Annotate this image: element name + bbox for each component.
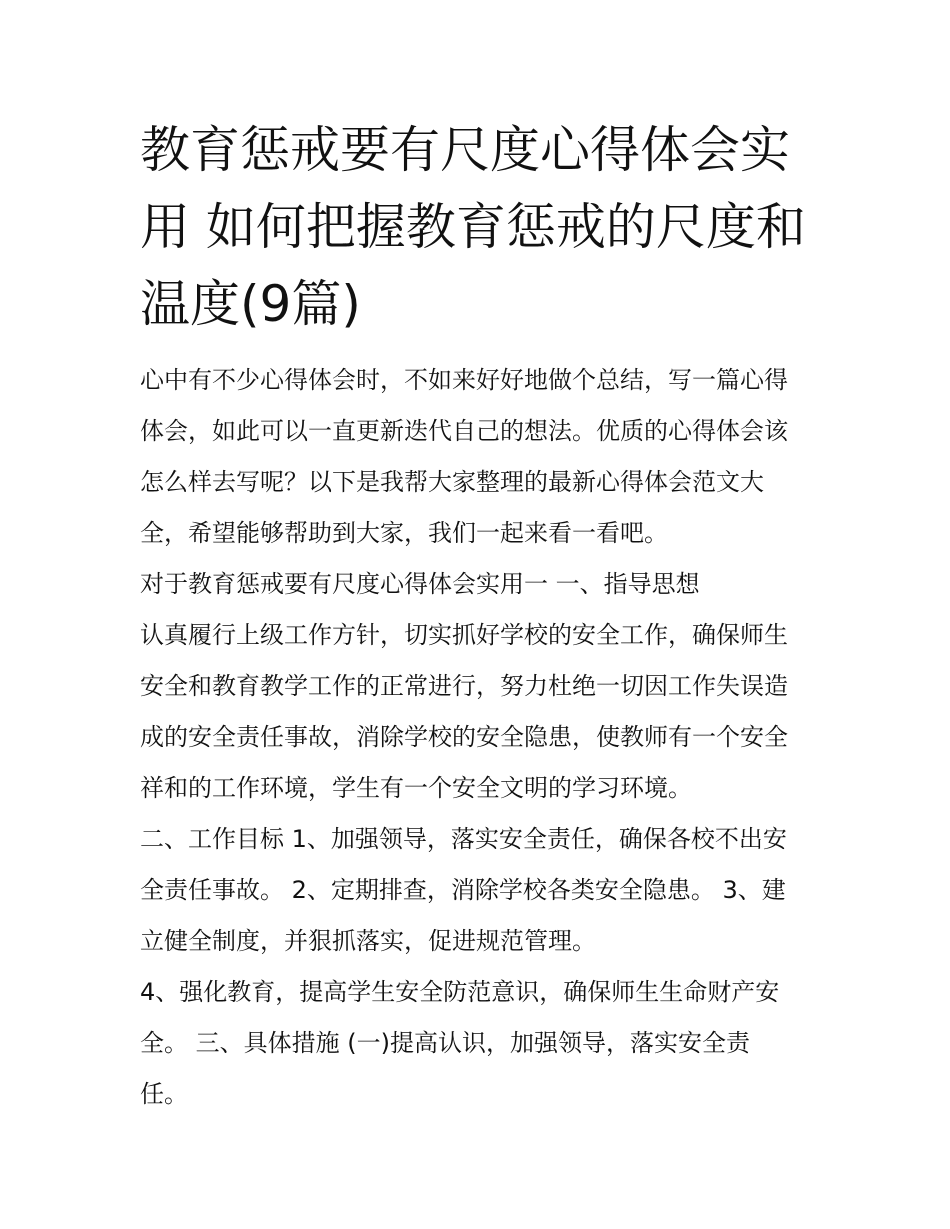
title-line-3: 温度(9篇) (140, 275, 361, 333)
body-line: 怎么样去写呢？以下是我帮大家整理的最新心得体会范文大 (140, 468, 764, 496)
body-line: 安全和教育教学工作的正常进行，努力杜绝一切因工作失误造 (140, 672, 788, 700)
document-body (140, 355, 830, 1120)
title-line-2: 用 如何把握教育惩戒的尺度和 (140, 198, 806, 256)
body-line: 二、工作目标 1、加强领导，落实安全责任，确保各校不出安 (140, 825, 787, 853)
body-line: 成的安全责任事故，消除学校的安全隐患，使教师有一个安全 (140, 723, 788, 751)
body-line: 祥和的工作环境，学生有一个安全文明的学习环境。 (140, 774, 692, 802)
document-title (140, 112, 820, 343)
body-line: 对于教育惩戒要有尺度心得体会实用一 一、指导思想 (140, 570, 700, 598)
body-line: 立健全制度，并狠抓落实，促进规范管理。 (140, 927, 596, 955)
body-line: 认真履行上级工作方针，切实抓好学校的安全工作，确保师生 (140, 621, 788, 649)
body-line: 全。 三、具体措施 (一)提高认识，加强领导，落实安全责 (140, 1029, 750, 1057)
body-line: 任。 (140, 1080, 188, 1108)
body-line: 体会，如此可以一直更新迭代自己的想法。优质的心得体会该 (140, 417, 788, 445)
body-line: 4、强化教育，提高学生安全防范意识，确保师生生命财产安 (140, 978, 780, 1006)
body-line: 全责任事故。 2、定期排查，消除学校各类安全隐患。 3、建 (140, 876, 786, 904)
title-line-1: 教育惩戒要有尺度心得体会实 (140, 121, 790, 179)
body-line: 心中有不少心得体会时，不如来好好地做个总结，写一篇心得 (140, 366, 788, 394)
body-line: 全，希望能够帮助到大家，我们一起来看一看吧。 (140, 519, 668, 547)
